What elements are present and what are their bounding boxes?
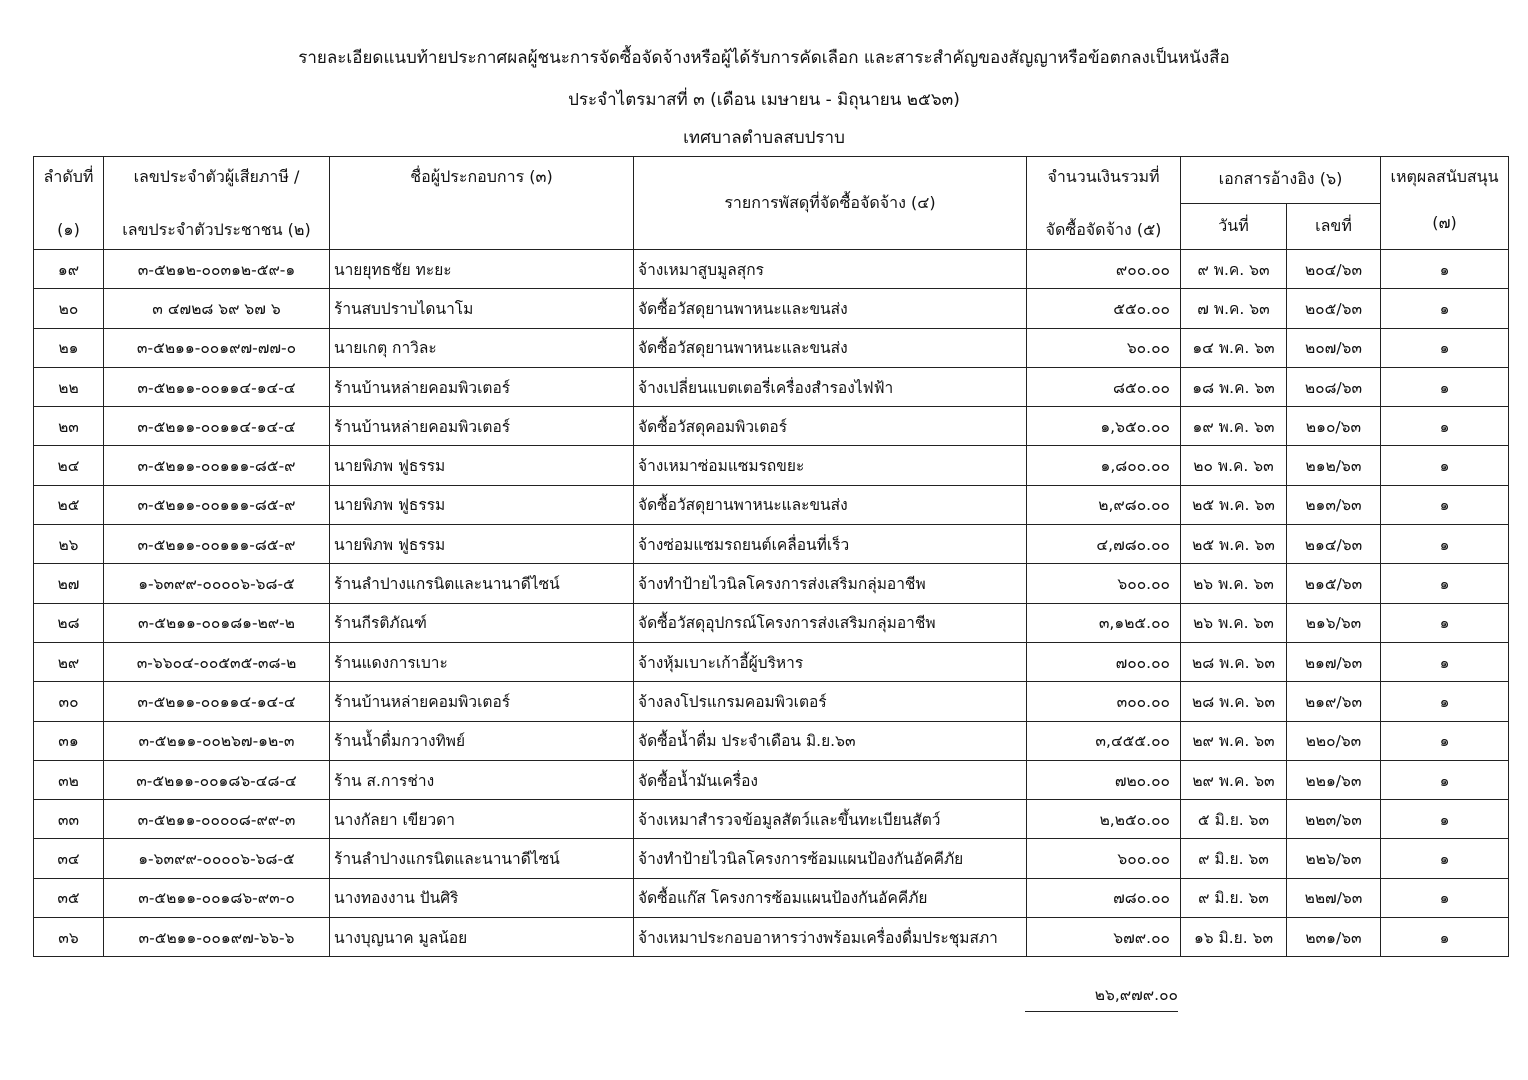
amount: ๕๕๐.๐๐ bbox=[1027, 289, 1181, 328]
row-number: ๓๕ bbox=[34, 878, 104, 917]
header-item: รายการพัสดุที่จัดซื้อจัดจ้าง (๔) bbox=[634, 157, 1027, 250]
reason-code: ๑ bbox=[1381, 760, 1509, 799]
ref-date: ๙ มิ.ย. ๖๓ bbox=[1181, 839, 1287, 878]
tax-id: ๓-๕๒๑๑-๐๐๑๑๔-๑๔-๔ bbox=[104, 407, 330, 446]
table-row bbox=[34, 485, 1509, 524]
ref-number: ๒๑๐/๖๓ bbox=[1287, 407, 1381, 446]
ref-date: ๗ พ.ค. ๖๓ bbox=[1181, 289, 1287, 328]
item-description: จ้างเหมาซ่อมแซมรถขยะ bbox=[634, 446, 1027, 485]
row-number: ๑๙ bbox=[34, 250, 104, 289]
ref-date: ๑๔ พ.ค. ๖๓ bbox=[1181, 328, 1287, 367]
row-number: ๒๘ bbox=[34, 603, 104, 642]
table-row bbox=[34, 839, 1509, 878]
tax-id: ๓-๕๒๑๑-๐๐๒๖๗-๑๒-๓ bbox=[104, 721, 330, 760]
row-number: ๒๓ bbox=[34, 407, 104, 446]
header-tax-id-2: เลขประจำตัวประชาชน (๒) bbox=[104, 203, 330, 250]
row-number: ๓๒ bbox=[34, 760, 104, 799]
ref-date: ๒๕ พ.ค. ๖๓ bbox=[1181, 485, 1287, 524]
amount: ๑,๖๕๐.๐๐ bbox=[1027, 407, 1181, 446]
header-amount-2: จัดซื้อจัดจ้าง (๕) bbox=[1027, 203, 1181, 250]
ref-number: ๒๑๒/๖๓ bbox=[1287, 446, 1381, 485]
tax-id: ๓-๕๒๑๑-๐๐๐๐๘-๙๙-๓ bbox=[104, 800, 330, 839]
table-row bbox=[34, 878, 1509, 917]
header-tax-id: เลขประจำตัวผู้เสียภาษี / bbox=[104, 157, 330, 204]
row-number: ๒๒ bbox=[34, 367, 104, 406]
ref-date: ๒๕ พ.ค. ๖๓ bbox=[1181, 525, 1287, 564]
reason-code: ๑ bbox=[1381, 289, 1509, 328]
item-description: จ้างทำป้ายไวนิลโครงการซ้อมแผนป้องกันอัคคีภัย bbox=[634, 839, 1027, 878]
ref-number: ๒๒๓/๖๓ bbox=[1287, 800, 1381, 839]
amount: ๖๐๐.๐๐ bbox=[1027, 839, 1181, 878]
vendor-name: ร้านบ้านหล่ายคอมพิวเตอร์ bbox=[330, 682, 634, 721]
item-description: จัดซื้อวัสดุยานพาหนะและขนส่ง bbox=[634, 485, 1027, 524]
row-number: ๒๙ bbox=[34, 642, 104, 681]
row-number: ๓๑ bbox=[34, 721, 104, 760]
item-description: จัดซื้อแก๊ส โครงการซ้อมแผนป้องกันอัคคีภัย bbox=[634, 878, 1027, 917]
vendor-name: นายพิภพ ฟูธรรม bbox=[330, 485, 634, 524]
tax-id: ๓-๕๒๑๑-๐๐๑๑๔-๑๔-๔ bbox=[104, 367, 330, 406]
reason-code: ๑ bbox=[1381, 603, 1509, 642]
row-number: ๒๔ bbox=[34, 446, 104, 485]
grand-total: ๒๖,๙๗๙.๐๐ bbox=[1025, 982, 1178, 1012]
header-reference: เอกสารอ้างอิง (๖) bbox=[1181, 157, 1381, 204]
item-description: จ้างเปลี่ยนแบตเตอรี่เครื่องสำรองไฟฟ้า bbox=[634, 367, 1027, 406]
tax-id: ๓-๕๒๑๑-๐๐๑๑๔-๑๔-๔ bbox=[104, 682, 330, 721]
reason-code: ๑ bbox=[1381, 564, 1509, 603]
organization-name: เทศบาลตำบลสบปราบ bbox=[683, 128, 845, 148]
ref-number: ๒๑๖/๖๓ bbox=[1287, 603, 1381, 642]
item-description: จ้างหุ้มเบาะเก้าอี้ผู้บริหาร bbox=[634, 642, 1027, 681]
vendor-name: ร้าน ส.การช่าง bbox=[330, 760, 634, 799]
vendor-name: ร้านกีรติภัณฑ์ bbox=[330, 603, 634, 642]
reason-code: ๑ bbox=[1381, 525, 1509, 564]
table-row bbox=[34, 289, 1509, 328]
ref-date: ๒๘ พ.ค. ๖๓ bbox=[1181, 682, 1287, 721]
vendor-name: นายพิภพ ฟูธรรม bbox=[330, 446, 634, 485]
reason-code: ๑ bbox=[1381, 367, 1509, 406]
ref-number: ๒๒๑/๖๓ bbox=[1287, 760, 1381, 799]
table-row bbox=[34, 800, 1509, 839]
item-description: จัดซื้อน้ำดื่ม ประจำเดือน มิ.ย.๖๓ bbox=[634, 721, 1027, 760]
vendor-name: ร้านสบปราบไดนาโม bbox=[330, 289, 634, 328]
header-reason-num: (๗) bbox=[1381, 203, 1509, 250]
table-row bbox=[34, 407, 1509, 446]
document-title: รายละเอียดแนบท้ายประกาศผลผู้ชนะการจัดซื้อจัดจ้างหรือผู้ได้รับการคัดเลือก และสาระสำคัญของสัญญาหรือข้อตกลงเป็นหนังสือ bbox=[298, 48, 1230, 68]
amount: ๖๐.๐๐ bbox=[1027, 328, 1181, 367]
ref-number: ๒๐๔/๖๓ bbox=[1287, 250, 1381, 289]
header-vendor: ชื่อผู้ประกอบการ (๓) bbox=[330, 157, 634, 250]
vendor-name: ร้านลำปางแกรนิตและนานาดีไซน์ bbox=[330, 839, 634, 878]
reason-code: ๑ bbox=[1381, 682, 1509, 721]
vendor-name: นางกัลยา เขียวดา bbox=[330, 800, 634, 839]
ref-date: ๒๘ พ.ค. ๖๓ bbox=[1181, 642, 1287, 681]
table-row bbox=[34, 760, 1509, 799]
table-row bbox=[34, 525, 1509, 564]
reason-code: ๑ bbox=[1381, 250, 1509, 289]
vendor-name: นางทองงาน ปันศิริ bbox=[330, 878, 634, 917]
ref-date: ๑๖ มิ.ย. ๖๓ bbox=[1181, 918, 1287, 957]
item-description: จ้างลงโปรแกรมคอมพิวเตอร์ bbox=[634, 682, 1027, 721]
table-row bbox=[34, 564, 1509, 603]
table-row bbox=[34, 642, 1509, 681]
amount: ๒,๙๘๐.๐๐ bbox=[1027, 485, 1181, 524]
vendor-name: นายยุทธชัย ทะยะ bbox=[330, 250, 634, 289]
ref-date: ๒๖ พ.ค. ๖๓ bbox=[1181, 564, 1287, 603]
reason-code: ๑ bbox=[1381, 642, 1509, 681]
row-number: ๒๖ bbox=[34, 525, 104, 564]
vendor-name: นายพิภพ ฟูธรรม bbox=[330, 525, 634, 564]
ref-number: ๒๐๗/๖๓ bbox=[1287, 328, 1381, 367]
row-number: ๒๗ bbox=[34, 564, 104, 603]
item-description: จัดซื้อวัสดุคอมพิวเตอร์ bbox=[634, 407, 1027, 446]
header-ref-no: เลขที่ bbox=[1287, 203, 1381, 250]
amount: ๙๐๐.๐๐ bbox=[1027, 250, 1181, 289]
tax-id: ๑-๖๓๙๙-๐๐๐๐๖-๖๘-๕ bbox=[104, 839, 330, 878]
reason-code: ๑ bbox=[1381, 800, 1509, 839]
header-reason: เหตุผลสนับสนุน bbox=[1381, 157, 1509, 204]
amount: ๓,๑๒๕.๐๐ bbox=[1027, 603, 1181, 642]
item-description: จ้างซ่อมแซมรถยนต์เคลื่อนที่เร็ว bbox=[634, 525, 1027, 564]
vendor-name: ร้านน้ำดื่มกวางทิพย์ bbox=[330, 721, 634, 760]
ref-date: ๒๙ พ.ค. ๖๓ bbox=[1181, 721, 1287, 760]
row-number: ๒๐ bbox=[34, 289, 104, 328]
item-description: จัดซื้อน้ำมันเครื่อง bbox=[634, 760, 1027, 799]
amount: ๒,๒๕๐.๐๐ bbox=[1027, 800, 1181, 839]
reason-code: ๑ bbox=[1381, 407, 1509, 446]
ref-number: ๒๑๓/๖๓ bbox=[1287, 485, 1381, 524]
tax-id: ๑-๖๓๙๙-๐๐๐๐๖-๖๘-๕ bbox=[104, 564, 330, 603]
amount: ๖๗๙.๐๐ bbox=[1027, 918, 1181, 957]
amount: ๓๐๐.๐๐ bbox=[1027, 682, 1181, 721]
item-description: จ้างเหมาสูบมูลสุกร bbox=[634, 250, 1027, 289]
ref-number: ๒๑๗/๖๓ bbox=[1287, 642, 1381, 681]
ref-date: ๕ มิ.ย. ๖๓ bbox=[1181, 800, 1287, 839]
vendor-name: ร้านลำปางแกรนิตและนานาดีไซน์ bbox=[330, 564, 634, 603]
table-row bbox=[34, 367, 1509, 406]
tax-id: ๓-๕๒๑๑-๐๐๑๘๖-๔๘-๔ bbox=[104, 760, 330, 799]
reason-code: ๑ bbox=[1381, 839, 1509, 878]
tax-id: ๓-๕๒๑๑-๐๐๑๙๗-๗๗-๐ bbox=[104, 328, 330, 367]
item-description: จัดซื้อวัสดุยานพาหนะและขนส่ง bbox=[634, 289, 1027, 328]
item-description: จัดซื้อวัสดุยานพาหนะและขนส่ง bbox=[634, 328, 1027, 367]
table-row bbox=[34, 446, 1509, 485]
ref-number: ๒๑๔/๖๓ bbox=[1287, 525, 1381, 564]
row-number: ๓๓ bbox=[34, 800, 104, 839]
ref-date: ๑๘ พ.ค. ๖๓ bbox=[1181, 367, 1287, 406]
tax-id: ๓-๕๒๑๒-๐๐๓๑๒-๕๙-๑ bbox=[104, 250, 330, 289]
vendor-name: ร้านแดงการเบาะ bbox=[330, 642, 634, 681]
ref-date: ๒๖ พ.ค. ๖๓ bbox=[1181, 603, 1287, 642]
row-number: ๒๕ bbox=[34, 485, 104, 524]
ref-number: ๒๒๖/๖๓ bbox=[1287, 839, 1381, 878]
amount: ๖๐๐.๐๐ bbox=[1027, 564, 1181, 603]
vendor-name: นายเกตุ กาวิละ bbox=[330, 328, 634, 367]
procurement-table bbox=[33, 156, 1509, 957]
tax-id: ๓-๕๒๑๑-๐๐๑๑๑-๘๕-๙ bbox=[104, 525, 330, 564]
ref-number: ๒๒๗/๖๓ bbox=[1287, 878, 1381, 917]
ref-number: ๒๒๐/๖๓ bbox=[1287, 721, 1381, 760]
amount: ๘๕๐.๐๐ bbox=[1027, 367, 1181, 406]
table-row bbox=[34, 918, 1509, 957]
vendor-name: ร้านบ้านหล่ายคอมพิวเตอร์ bbox=[330, 407, 634, 446]
table-row bbox=[34, 250, 1509, 289]
ref-number: ๒๑๙/๖๓ bbox=[1287, 682, 1381, 721]
item-description: จ้างเหมาสำรวจข้อมูลสัตว์และขึ้นทะเบียนสัตว์ bbox=[634, 800, 1027, 839]
reason-code: ๑ bbox=[1381, 328, 1509, 367]
ref-number: ๒๓๑/๖๓ bbox=[1287, 918, 1381, 957]
ref-date: ๙ พ.ค. ๖๓ bbox=[1181, 250, 1287, 289]
header-seq-num: (๑) bbox=[34, 203, 104, 250]
vendor-name: นางบุญนาค มูลน้อย bbox=[330, 918, 634, 957]
table-row bbox=[34, 603, 1509, 642]
table-row bbox=[34, 721, 1509, 760]
amount: ๔,๗๘๐.๐๐ bbox=[1027, 525, 1181, 564]
item-description: จ้างเหมาประกอบอาหารว่างพร้อมเครื่องดื่มประชุมสภา bbox=[634, 918, 1027, 957]
table-row bbox=[34, 328, 1509, 367]
tax-id: ๓-๕๒๑๑-๐๐๑๑๑-๘๕-๙ bbox=[104, 485, 330, 524]
ref-number: ๒๐๘/๖๓ bbox=[1287, 367, 1381, 406]
ref-date: ๒๐ พ.ค. ๖๓ bbox=[1181, 446, 1287, 485]
reason-code: ๑ bbox=[1381, 918, 1509, 957]
ref-number: ๒๐๕/๖๓ bbox=[1287, 289, 1381, 328]
tax-id: ๓-๖๖๐๔-๐๐๕๓๕-๓๘-๒ bbox=[104, 642, 330, 681]
row-number: ๓๔ bbox=[34, 839, 104, 878]
header-amount: จำนวนเงินรวมที่ bbox=[1027, 157, 1181, 204]
amount: ๑,๘๐๐.๐๐ bbox=[1027, 446, 1181, 485]
tax-id: ๓-๕๒๑๑-๐๐๑๘๑-๒๙-๒ bbox=[104, 603, 330, 642]
tax-id: ๓-๕๒๑๑-๐๐๑๘๖-๙๓-๐ bbox=[104, 878, 330, 917]
ref-date: ๑๙ พ.ค. ๖๓ bbox=[1181, 407, 1287, 446]
tax-id: ๓-๕๒๑๑-๐๐๑๙๗-๖๖-๖ bbox=[104, 918, 330, 957]
reason-code: ๑ bbox=[1381, 721, 1509, 760]
amount: ๗๒๐.๐๐ bbox=[1027, 760, 1181, 799]
row-number: ๒๑ bbox=[34, 328, 104, 367]
ref-date: ๒๙ พ.ค. ๖๓ bbox=[1181, 760, 1287, 799]
tax-id: ๓-๕๒๑๑-๐๐๑๑๑-๘๕-๙ bbox=[104, 446, 330, 485]
row-number: ๓๖ bbox=[34, 918, 104, 957]
quarter-subtitle: ประจำไตรมาสที่ ๓ (เดือน เมษายน - มิถุนายน ๒๕๖๓) bbox=[568, 90, 960, 110]
item-description: จัดซื้อวัสดุอุปกรณ์โครงการส่งเสริมกลุ่มอาชีพ bbox=[634, 603, 1027, 642]
reason-code: ๑ bbox=[1381, 485, 1509, 524]
reason-code: ๑ bbox=[1381, 878, 1509, 917]
tax-id: ๓ ๔๗๒๘ ๖๙ ๖๗ ๖ bbox=[104, 289, 330, 328]
item-description: จ้างทำป้ายไวนิลโครงการส่งเสริมกลุ่มอาชีพ bbox=[634, 564, 1027, 603]
amount: ๗๐๐.๐๐ bbox=[1027, 642, 1181, 681]
reason-code: ๑ bbox=[1381, 446, 1509, 485]
amount: ๓,๔๕๕.๐๐ bbox=[1027, 721, 1181, 760]
vendor-name: ร้านบ้านหล่ายคอมพิวเตอร์ bbox=[330, 367, 634, 406]
header-seq: ลำดับที่ bbox=[34, 157, 104, 204]
table-row bbox=[34, 682, 1509, 721]
header-ref-date: วันที่ bbox=[1181, 203, 1287, 250]
row-number: ๓๐ bbox=[34, 682, 104, 721]
ref-date: ๙ มิ.ย. ๖๓ bbox=[1181, 878, 1287, 917]
ref-number: ๒๑๕/๖๓ bbox=[1287, 564, 1381, 603]
amount: ๗๘๐.๐๐ bbox=[1027, 878, 1181, 917]
